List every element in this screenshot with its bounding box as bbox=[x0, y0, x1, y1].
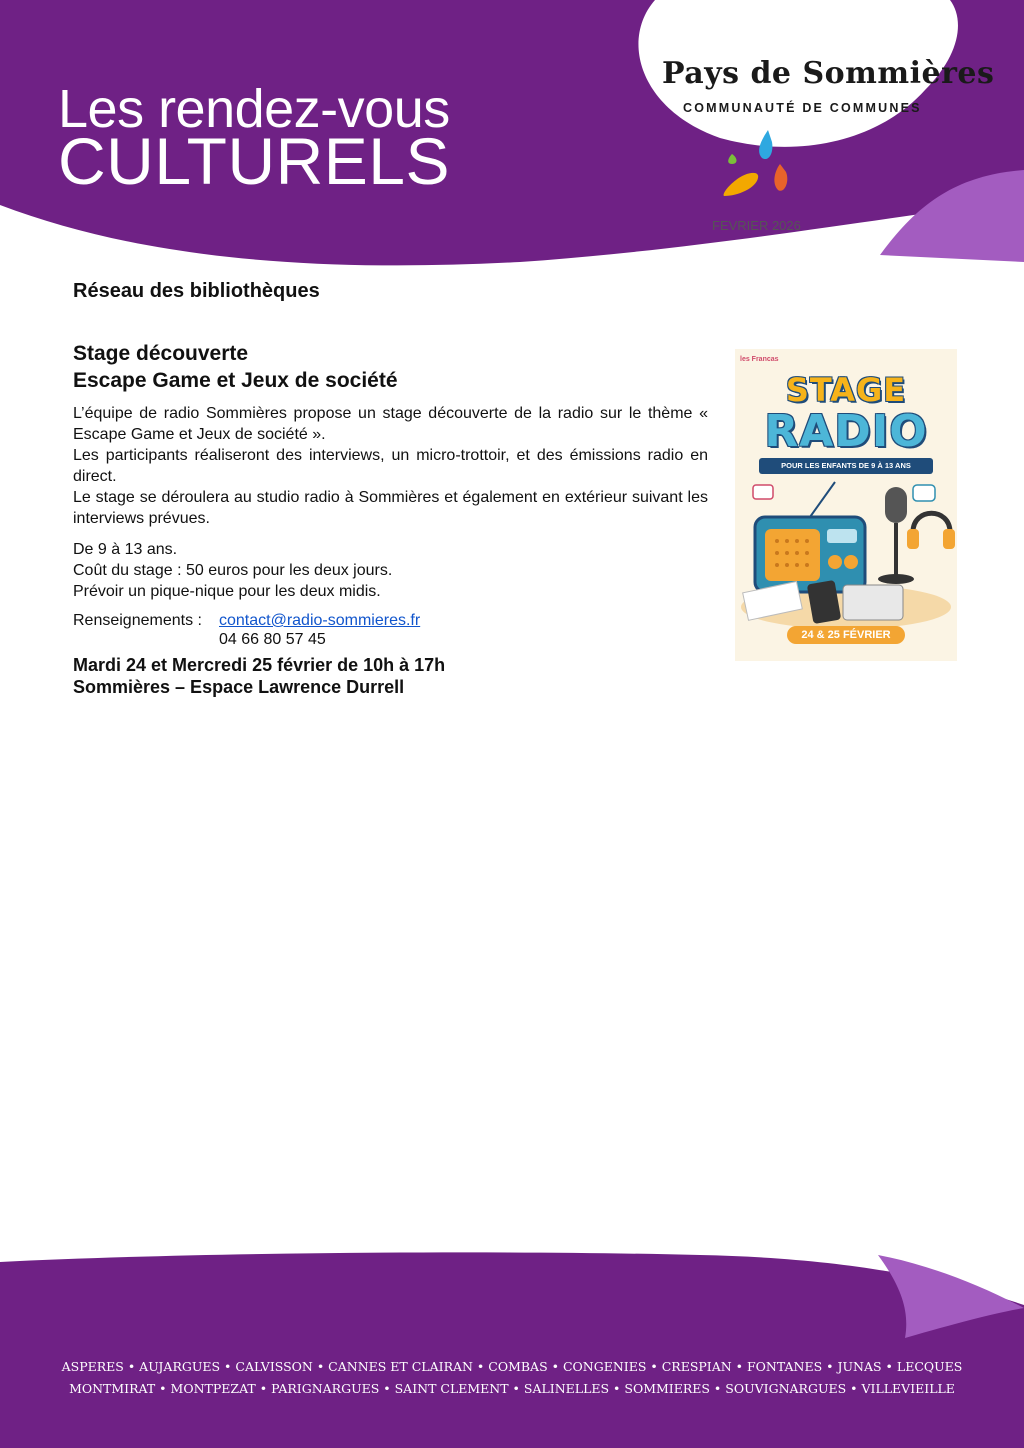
logo-drops-icon bbox=[718, 128, 798, 204]
poster-org-logo: les Francas bbox=[740, 356, 779, 363]
event-when: Mardi 24 et Mercredi 25 février de 10h à 17h bbox=[73, 655, 446, 675]
description-paragraph: Les participants réaliseront des interviews, un micro-trottoir, et des émissions radio en direct. bbox=[73, 447, 708, 485]
contact-block bbox=[73, 611, 420, 649]
contact-phone: 04 66 80 57 45 bbox=[219, 631, 326, 648]
description-paragraph: L’équipe de radio Sommières propose un stage découverte de la radio sur le thème « Escape Game et Jeux de société ». bbox=[73, 405, 708, 443]
detail-lunch: Prévoir un pique-nique pour les deux midis. bbox=[73, 583, 381, 600]
detail-age: De 9 à 13 ans. bbox=[73, 541, 178, 558]
footer-banner bbox=[0, 1250, 1024, 1448]
poster-dates: 24 & 25 FÉVRIER bbox=[787, 626, 905, 644]
poster-age-banner: POUR LES ENFANTS DE 9 À 13 ANS bbox=[759, 458, 933, 474]
detail-cost: Coût du stage : 50 euros pour les deux jours. bbox=[73, 562, 393, 579]
logo-name: Pays de Sommières bbox=[662, 56, 995, 91]
title-line-2: CULTURELS bbox=[58, 124, 451, 198]
communes-line-2: MONTMIRAT • MONTPEZAT • PARIGNARGUES • SAINT CLEMENT • SALINELLES • SOMMIERES • SOUVIGNARGUES • VILLEVIEILLE bbox=[69, 1381, 955, 1396]
description-paragraph: Le stage se déroulera au studio radio à Sommières et également en extérieur suivant les interviews prévues. bbox=[73, 489, 708, 527]
poster-title-stage: STAGE bbox=[785, 371, 907, 409]
member-communes bbox=[0, 1356, 1024, 1400]
section-title: Réseau des bibliothèques bbox=[73, 280, 320, 302]
event-schedule bbox=[73, 654, 445, 698]
event-description bbox=[73, 403, 708, 602]
event-where: Sommières – Espace Lawrence Durrell bbox=[73, 677, 405, 697]
contact-label: Renseignements : bbox=[73, 612, 202, 629]
logo-subtitle: COMMUNAUTÉ DE COMMUNES bbox=[683, 101, 922, 115]
event-title-line-1: Stage découverte bbox=[73, 342, 249, 365]
communes-line-1: ASPERES • AUJARGUES • CALVISSON • CANNES ET CLAIRAN • COMBAS • CONGENIES • CRESPIAN • FONTANES • JUNAS • LECQUES bbox=[61, 1359, 963, 1374]
issue-date: FEVRIER 2026 bbox=[712, 218, 801, 233]
contact-email-link[interactable]: contact@radio-sommieres.fr bbox=[219, 612, 421, 629]
poster-radio-illustration bbox=[735, 477, 957, 627]
event-title bbox=[73, 340, 398, 394]
title-line-1: Les rendez-vous bbox=[58, 79, 450, 139]
event-title-line-2: Escape Game et Jeux de société bbox=[73, 369, 398, 392]
poster-title-radio: RADIO bbox=[764, 406, 928, 457]
stage-radio-poster bbox=[735, 349, 957, 661]
